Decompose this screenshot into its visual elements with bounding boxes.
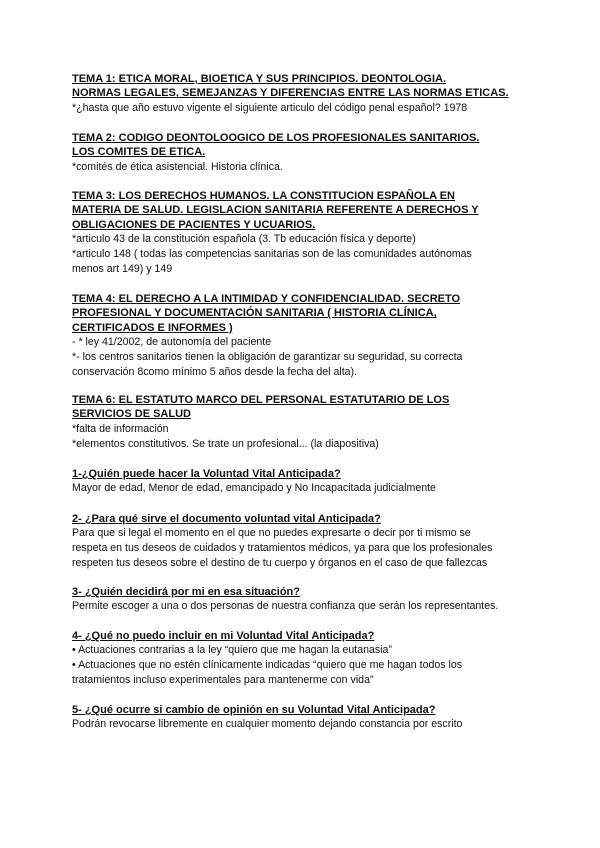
section-title: [72, 585, 542, 599]
body-line: *elementos constitutivos. Se trate un profesional... (la diapositiva): [72, 437, 379, 450]
title-line: TEMA 6: EL ESTATUTO MARCO DEL PERSONAL ESTATUTARIO DE LOS: [72, 394, 450, 406]
body-line: *comités de ética asistencial. Historia clínica.: [72, 160, 283, 173]
body-line: respeten tus deseos sobre el destino de tu cuerpo y órganos en el caso de que fallezcas: [72, 557, 488, 570]
section-body: [72, 101, 542, 116]
title-line: LOS COMITES DE ETICA.: [72, 146, 206, 159]
section-title: [72, 703, 542, 717]
body-line: *articulo 148 ( todas las competencias sanitarias son de las comunidades autónomas: [72, 248, 472, 261]
section-tema-6: [72, 393, 542, 452]
title-line: 4- ¿Qué no puedo incluir en mi Voluntad Vital Anticipada?: [72, 630, 375, 642]
section-question-3: [72, 585, 542, 614]
section-body: [72, 232, 542, 277]
section-body: [72, 422, 542, 452]
section-question-2: [72, 512, 542, 571]
title-line: 1-¿Quién puede hacer la Voluntad Vital Anticipada?: [72, 468, 341, 480]
section-body: [72, 160, 542, 175]
section-tema-2: [72, 131, 542, 175]
section-body: [72, 526, 542, 571]
section-body: [72, 335, 542, 380]
body-line: tratamientos incluso experimentales para mantenerme con vida”: [72, 674, 374, 687]
title-line: 2- ¿Para qué sirve el documento voluntad vital Anticipada?: [72, 513, 381, 525]
section-title: [72, 189, 542, 232]
body-line: menos art 149) y 149: [72, 263, 173, 276]
title-line: TEMA 1: ETICA MORAL, BIOETICA Y SUS PRINCIPIOS. DEONTOLOGIA.: [72, 73, 447, 85]
section-tema-3: [72, 189, 542, 277]
body-line: *¿hasta que año estuvo vigente el siguiente articulo del código penal español? 1978: [72, 101, 468, 114]
title-line: TEMA 2: CODIGO DEONTOLOOGICO DE LOS PROFESIONALES SANITARIOS.: [72, 132, 480, 144]
section-title: [72, 512, 542, 526]
title-line: 5- ¿Qué ocurre si cambio de opinión en su Voluntad Vital Anticipada?: [72, 704, 436, 716]
title-line: CERTIFICADOS E INFORMES ): [72, 321, 233, 334]
title-line: TEMA 3: LOS DERECHOS HUMANOS. LA CONSTITUCION ESPAÑOLA EN: [72, 190, 455, 202]
body-line: - * ley 41/2002, de autonomía del paciente: [72, 336, 272, 349]
section-tema-1: [72, 72, 542, 116]
section-body: [72, 643, 542, 688]
section-body: [72, 717, 542, 732]
body-line: • Actuaciones que no estén clínicamente indicadas “quiero que me hagan todos los: [72, 659, 463, 672]
section-question-1: [72, 467, 542, 496]
body-line: *articulo 43 de la constitución española (3. Tb educación física y deporte): [72, 233, 416, 246]
body-line: Podrán revocarse libremente en cualquier momento dejando constancia por escrito: [72, 718, 463, 731]
title-line: PROFESIONAL Y DOCUMENTACIÓN SANITARIA ( HISTORIA CLÍNICA,: [72, 307, 437, 320]
body-line: • Actuaciones contrarias a la ley “quiero que me hagan la eutanasia”: [72, 644, 392, 657]
section-body: [72, 599, 542, 614]
body-line: *falta de información: [72, 422, 169, 435]
section-title: [72, 467, 542, 481]
section-body: [72, 481, 542, 496]
body-line: Para que si legal el momento en el que no puedes expresarte o decir por ti mismo se: [72, 527, 471, 540]
body-line: conservación 8como mínimo 5 años desde la fecha del alta).: [72, 366, 358, 379]
body-line: Mayor de edad, Menor de edad, emancipado y No Incapacitada judicialmente: [72, 482, 436, 495]
section-question-5: [72, 703, 542, 732]
section-title: [72, 131, 542, 160]
section-title: [72, 629, 542, 643]
title-line: OBLIGACIONES DE PACIENTES Y UCUARIOS.: [72, 218, 316, 231]
body-line: *- los centros sanitarios tienen la obligación de garantizar su seguridad, su correcta: [72, 351, 463, 364]
title-line: NORMAS LEGALES, SEMEJANZAS Y DIFERENCIAS ENTRE LAS NORMAS ETICAS.: [72, 87, 509, 100]
title-line: SERVICIOS DE SALUD: [72, 408, 191, 421]
title-line: 3- ¿Quién decidirá por mi en esa situación?: [72, 586, 300, 598]
body-line: Permite escoger a una o dos personas de nuestra confianza que serán los representantes.: [72, 600, 499, 613]
section-tema-4: [72, 292, 542, 380]
title-line: MATERIA DE SALUD. LEGISLACION SANITARIA REFERENTE A DERECHOS Y: [72, 204, 479, 217]
title-line: TEMA 4: EL DERECHO A LA INTIMIDAD Y CONFIDENCIALIDAD. SECRETO: [72, 293, 461, 305]
section-title: [72, 393, 542, 422]
section-question-4: [72, 629, 542, 688]
body-line: respeta en tus deseos de cuidados y tratamientos médicos, ya para que los profesionales: [72, 542, 493, 555]
section-title: [72, 72, 542, 101]
section-title: [72, 292, 542, 335]
